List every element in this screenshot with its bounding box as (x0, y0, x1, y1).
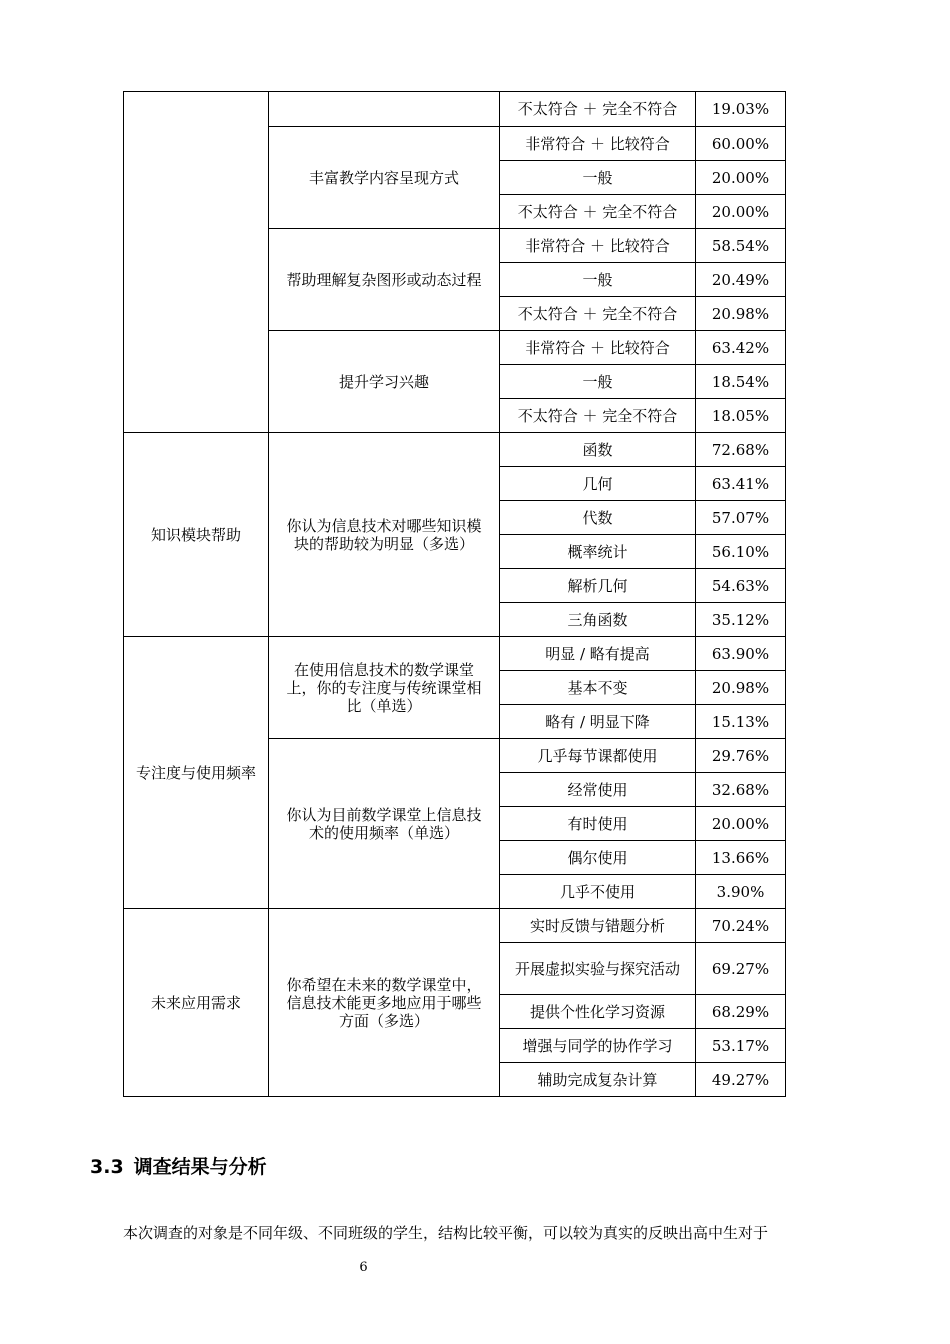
percentage-cell: 19.03% (696, 92, 786, 127)
question-cell: 丰富教学内容呈现方式 (269, 127, 500, 229)
percentage-cell: 20.49% (696, 263, 786, 297)
percentage-cell: 32.68% (696, 773, 786, 807)
section-title: 调查结果与分析 (133, 1156, 267, 1178)
option-cell: 非常符合 ＋ 比较符合 (500, 331, 696, 365)
option-cell: 经常使用 (500, 773, 696, 807)
percentage-cell: 53.17% (696, 1029, 786, 1063)
option-cell: 三角函数 (500, 603, 696, 637)
dimension-cell: 知识模块帮助 (124, 433, 269, 637)
option-cell: 几乎不使用 (500, 875, 696, 909)
option-cell: 概率统计 (500, 535, 696, 569)
percentage-cell: 58.54% (696, 229, 786, 263)
option-cell: 辅助完成复杂计算 (500, 1063, 696, 1097)
option-cell: 开展虚拟实验与探究活动 (500, 943, 696, 995)
question-cell: 在使用信息技术的数学课堂上，你的专注度与传统课堂相比（单选） (269, 637, 500, 739)
option-cell: 一般 (500, 161, 696, 195)
percentage-cell: 18.54% (696, 365, 786, 399)
dimension-cell: 专注度与使用频率 (124, 637, 269, 909)
percentage-cell: 69.27% (696, 943, 786, 995)
percentage-cell: 57.07% (696, 501, 786, 535)
option-cell: 几乎每节课都使用 (500, 739, 696, 773)
percentage-cell: 35.12% (696, 603, 786, 637)
option-cell: 一般 (500, 365, 696, 399)
percentage-cell: 20.98% (696, 671, 786, 705)
percentage-cell: 63.41% (696, 467, 786, 501)
percentage-cell: 20.00% (696, 807, 786, 841)
option-cell: 有时使用 (500, 807, 696, 841)
percentage-cell: 49.27% (696, 1063, 786, 1097)
percentage-cell: 3.90% (696, 875, 786, 909)
percentage-cell: 20.00% (696, 195, 786, 229)
section-heading (90, 1152, 267, 1179)
option-cell: 不太符合 ＋ 完全不符合 (500, 92, 696, 127)
percentage-cell: 18.05% (696, 399, 786, 433)
question-cell: 帮助理解复杂图形或动态过程 (269, 229, 500, 331)
page-number: 6 (359, 1260, 368, 1275)
option-cell: 非常符合 ＋ 比较符合 (500, 127, 696, 161)
section-number: 3.3 (90, 1156, 124, 1178)
question-cell: 提升学习兴趣 (269, 331, 500, 433)
option-cell: 不太符合 ＋ 完全不符合 (500, 195, 696, 229)
option-cell: 基本不变 (500, 671, 696, 705)
option-cell: 实时反馈与错题分析 (500, 909, 696, 943)
percentage-cell: 60.00% (696, 127, 786, 161)
option-cell: 增强与同学的协作学习 (500, 1029, 696, 1063)
survey-results-table (123, 91, 786, 1097)
body-paragraph: 本次调查的对象是不同年级、不同班级的学生，结构比较平衡，可以较为真实的反映出高中生对于 (123, 1224, 769, 1242)
option-cell: 代数 (500, 501, 696, 535)
percentage-cell: 15.13% (696, 705, 786, 739)
option-cell: 非常符合 ＋ 比较符合 (500, 229, 696, 263)
option-cell: 不太符合 ＋ 完全不符合 (500, 297, 696, 331)
question-cell: 你希望在未来的数学课堂中，信息技术能更多地应用于哪些方面（多选） (269, 909, 500, 1097)
dimension-cell (124, 92, 269, 433)
percentage-cell: 70.24% (696, 909, 786, 943)
percentage-cell: 54.63% (696, 569, 786, 603)
percentage-cell: 20.98% (696, 297, 786, 331)
option-cell: 提供个性化学习资源 (500, 995, 696, 1029)
option-cell: 偶尔使用 (500, 841, 696, 875)
percentage-cell: 20.00% (696, 161, 786, 195)
option-cell: 略有 / 明显下降 (500, 705, 696, 739)
percentage-cell: 72.68% (696, 433, 786, 467)
option-cell: 一般 (500, 263, 696, 297)
option-cell: 解析几何 (500, 569, 696, 603)
option-cell: 函数 (500, 433, 696, 467)
question-cell (269, 92, 500, 127)
question-cell: 你认为目前数学课堂上信息技术的使用频率（单选） (269, 739, 500, 909)
dimension-cell: 未来应用需求 (124, 909, 269, 1097)
percentage-cell: 13.66% (696, 841, 786, 875)
percentage-cell: 29.76% (696, 739, 786, 773)
option-cell: 明显 / 略有提高 (500, 637, 696, 671)
option-cell: 不太符合 ＋ 完全不符合 (500, 399, 696, 433)
percentage-cell: 63.42% (696, 331, 786, 365)
percentage-cell: 56.10% (696, 535, 786, 569)
percentage-cell: 68.29% (696, 995, 786, 1029)
question-cell: 你认为信息技术对哪些知识模块的帮助较为明显（多选） (269, 433, 500, 637)
option-cell: 几何 (500, 467, 696, 501)
percentage-cell: 63.90% (696, 637, 786, 671)
